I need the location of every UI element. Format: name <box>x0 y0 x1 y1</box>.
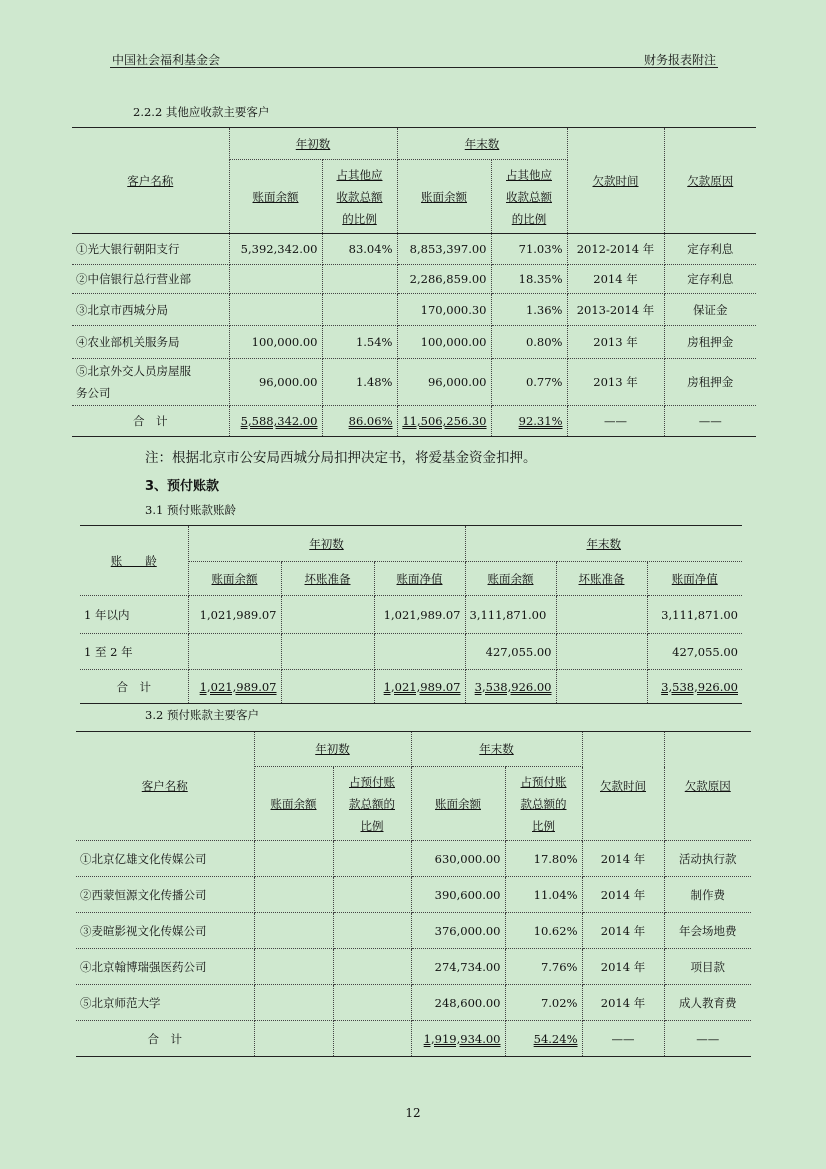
header-doc-title: 财务报表附注 <box>643 53 716 67</box>
header-end: 年末数 <box>397 128 567 160</box>
header-start-balance: 账面余额 <box>188 562 281 596</box>
table-other-receivables <box>72 127 756 437</box>
table-row: ④农业部机关服务局 100,000.00 1.54% 100,000.00 0.80% 2013 年 房租押金 <box>72 326 756 359</box>
table-row: ③北京市西城分局 170,000.30 1.36% 2013-2014 年 保证金 <box>72 294 756 326</box>
header-end-bad-debt: 坏账准备 <box>556 562 647 596</box>
header-end: 年末数 <box>411 732 582 767</box>
header-start-balance: 账面余额 <box>229 160 322 234</box>
header-reason: 欠款原因 <box>664 128 756 234</box>
table-row: ⑤北京师范大学 248,600.00 7.02% 2014 年 成人教育费 <box>76 985 751 1021</box>
table-prepaid-aging <box>80 525 742 704</box>
table-row: ②西蒙恒源文化传播公司 390,600.00 11.04% 2014 年 制作费 <box>76 877 751 913</box>
header-end-balance: 账面余额 <box>465 562 556 596</box>
section-title-3: 3、预付账款 <box>145 479 220 494</box>
page-number: 12 <box>405 1106 421 1120</box>
header-end-balance: 账面余额 <box>411 767 505 841</box>
note-text: 注：根据北京市公安局西城分局扣押决定书，将爱基金资金扣押。 <box>145 450 537 466</box>
header-start-bad-debt: 坏账准备 <box>281 562 374 596</box>
header-start: 年初数 <box>188 526 465 562</box>
header-start: 年初数 <box>254 732 411 767</box>
header-end-balance: 账面余额 <box>397 160 491 234</box>
table-row: ⑤北京外交人员房屋服 务公司 96,000.00 1.48% 96,000.00 0.77% 2013 年 房租押金 <box>72 359 756 406</box>
section-title-31: 3.1 预付账款账龄 <box>145 503 236 517</box>
section-title-32: 3.2 预付账款主要客户 <box>145 708 259 722</box>
header-reason: 欠款原因 <box>664 732 751 841</box>
header-start-ratio: 占其他应 收款总额 的比例 <box>322 160 397 234</box>
section-title-222: 2.2.2 其他应收款主要客户 <box>133 105 270 119</box>
table-prepaid-clients <box>76 731 751 1057</box>
table-row: ③麦暄影视文化传媒公司 376,000.00 10.62% 2014 年 年会场地费 <box>76 913 751 949</box>
header-start-balance: 账面余额 <box>254 767 333 841</box>
header-client: 客户名称 <box>76 732 254 841</box>
header-time: 欠款时间 <box>567 128 664 234</box>
header-end: 年末数 <box>465 526 742 562</box>
header-end-ratio: 占其他应 收款总额 的比例 <box>491 160 567 234</box>
header-divider <box>110 67 718 68</box>
header-start-ratio: 占预付账 款总额的 比例 <box>333 767 411 841</box>
table-total-row: 合 计 1,021,989.07 1,021,989.07 3,538,926.00 3,538,926.00 <box>80 670 742 704</box>
table-row: ①北京亿雄文化传媒公司 630,000.00 17.80% 2014 年 活动执行款 <box>76 841 751 877</box>
table-row: 1 年以内 1,021,989.07 1,021,989.07 3,111,871.00 3,111,871.00 <box>80 596 742 634</box>
table-row: 1 至 2 年 427,055.00 427,055.00 <box>80 634 742 670</box>
header-client: 客户名称 <box>72 128 229 234</box>
table-total-row: 合 计 5,588,342.00 86.06% 11,506,256.30 92.31% —— —— <box>72 406 756 437</box>
table-row: ①光大银行朝阳支行 5,392,342.00 83.04% 8,853,397.00 71.03% 2012-2014 年 定存利息 <box>72 234 756 265</box>
header-org: 中国社会福利基金会 <box>112 53 221 67</box>
header-end-net: 账面净值 <box>647 562 742 596</box>
header-age: 账 龄 <box>80 526 188 596</box>
table-row: ②中信银行总行营业部 2,286,859.00 18.35% 2014 年 定存利息 <box>72 265 756 294</box>
header-end-ratio: 占预付账 款总额的 比例 <box>505 767 582 841</box>
header-time: 欠款时间 <box>582 732 664 841</box>
table-total-row: 合 计 1,919,934.00 54.24% —— —— <box>76 1021 751 1057</box>
header-start: 年初数 <box>229 128 397 160</box>
header-start-net: 账面净值 <box>374 562 465 596</box>
table-row: ④北京翰博瑞强医药公司 274,734.00 7.76% 2014 年 项目款 <box>76 949 751 985</box>
